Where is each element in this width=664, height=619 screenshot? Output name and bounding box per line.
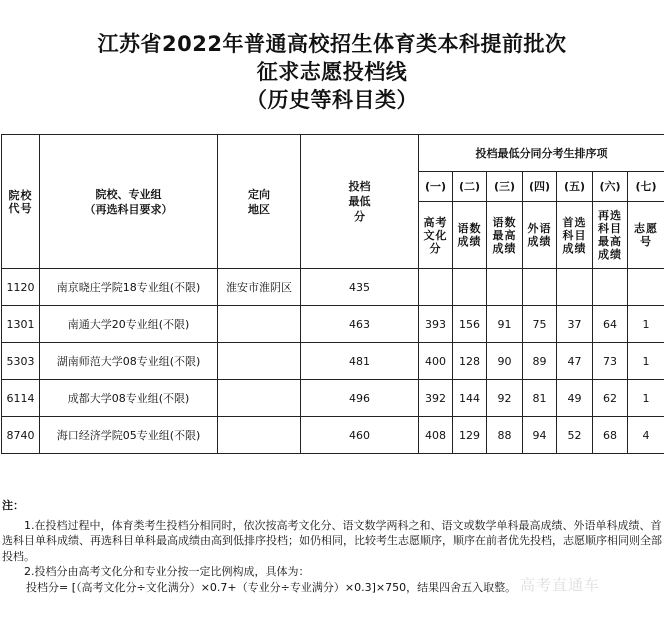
cell-rank-c5 — [557, 269, 593, 306]
header-code: 院校代号 — [2, 135, 40, 269]
cell-rank-c4: 75 — [523, 306, 557, 343]
subheader-num: (五) — [557, 172, 593, 202]
header-school-group: 院校、专业组 （再选科目要求） — [40, 135, 218, 269]
cell-school-group: 海口经济学院05专业组(不限) — [40, 417, 218, 454]
cell-rank-c7: 1 — [628, 306, 664, 343]
cell-rank-c4: 89 — [523, 343, 557, 380]
table-row — [2, 306, 664, 343]
cell-min-score: 496 — [301, 380, 419, 417]
cell-rank-c4 — [523, 269, 557, 306]
subheader-label: 再选科目最高成绩 — [593, 202, 628, 269]
cell-rank-c1 — [419, 269, 453, 306]
cell-rank-c5: 49 — [557, 380, 593, 417]
admission-table — [1, 134, 664, 454]
subheader-label: 外语成绩 — [523, 202, 557, 269]
cell-code: 1301 — [2, 306, 40, 343]
cell-rank-c6: 73 — [593, 343, 628, 380]
cell-rank-c4: 81 — [523, 380, 557, 417]
cell-school-group: 湖南师范大学08专业组(不限) — [40, 343, 218, 380]
cell-rank-c2: 128 — [453, 343, 487, 380]
table-row — [2, 343, 664, 380]
cell-rank-c6: 62 — [593, 380, 628, 417]
subheader-num: (七) — [628, 172, 664, 202]
cell-region — [218, 417, 301, 454]
title-line-3: （历史等科目类） — [246, 88, 418, 112]
cell-rank-c5: 37 — [557, 306, 593, 343]
cell-rank-c1: 392 — [419, 380, 453, 417]
cell-rank-c5: 52 — [557, 417, 593, 454]
cell-school-group: 南通大学20专业组(不限) — [40, 306, 218, 343]
subheader-num: (二) — [453, 172, 487, 202]
subheader-num: (四) — [523, 172, 557, 202]
cell-rank-c2 — [453, 269, 487, 306]
cell-region — [218, 343, 301, 380]
cell-rank-c3: 90 — [487, 343, 523, 380]
cell-school-group: 成都大学08专业组(不限) — [40, 380, 218, 417]
cell-min-score: 463 — [301, 306, 419, 343]
subheader-label: 首选科目成绩 — [557, 202, 593, 269]
subheader-label: 语数最高成绩 — [487, 202, 523, 269]
subheader-label: 高考文化分 — [419, 202, 453, 269]
note-3: 投档分= [（高考文化分÷文化满分）×0.7+（专业分÷专业满分）×0.3]×750，结果四舍五入取整。 — [26, 580, 517, 594]
note-2: 2.投档分由高考文化分和专业分按一定比例构成，具体为： — [24, 565, 310, 578]
cell-rank-c3 — [487, 269, 523, 306]
cell-code: 1120 — [2, 269, 40, 306]
cell-rank-c7: 1 — [628, 380, 664, 417]
cell-rank-c7: 4 — [628, 417, 664, 454]
subheader-label: 语数成绩 — [453, 202, 487, 269]
cell-rank-c2: 156 — [453, 306, 487, 343]
cell-rank-c1: 400 — [419, 343, 453, 380]
subheader-num: (三) — [487, 172, 523, 202]
cell-min-score: 460 — [301, 417, 419, 454]
header-rank-items: 投档最低分同分考生排序项 — [419, 135, 664, 172]
cell-rank-c2: 129 — [453, 417, 487, 454]
cell-rank-c2: 144 — [453, 380, 487, 417]
cell-code: 8740 — [2, 417, 40, 454]
cell-rank-c3: 92 — [487, 380, 523, 417]
title-line-2: 征求志愿投档线 — [256, 60, 408, 84]
cell-min-score: 435 — [301, 269, 419, 306]
cell-rank-c7: 1 — [628, 343, 664, 380]
cell-code: 5303 — [2, 343, 40, 380]
subheader-label: 志愿号 — [628, 202, 664, 269]
cell-region: 淮安市淮阴区 — [218, 269, 301, 306]
notes-head: 注： — [2, 499, 24, 512]
cell-min-score: 481 — [301, 343, 419, 380]
table-row — [2, 417, 664, 454]
cell-region — [218, 306, 301, 343]
cell-rank-c5: 47 — [557, 343, 593, 380]
cell-rank-c1: 408 — [419, 417, 453, 454]
subheader-num: (一) — [419, 172, 453, 202]
cell-rank-c3: 88 — [487, 417, 523, 454]
cell-school-group: 南京晓庄学院18专业组(不限) — [40, 269, 218, 306]
cell-rank-c1: 393 — [419, 306, 453, 343]
subheader-num: (六) — [593, 172, 628, 202]
table-row — [2, 269, 664, 306]
cell-code: 6114 — [2, 380, 40, 417]
title-line-1: 江苏省2022年普通高校招生体育类本科提前批次 — [97, 32, 567, 56]
cell-region — [218, 380, 301, 417]
cell-rank-c6: 68 — [593, 417, 628, 454]
cell-rank-c3: 91 — [487, 306, 523, 343]
note-1: 1.在投档过程中，体育类考生投档分相同时，依次按高考文化分、语文数学两科之和、语文或数学单科最高成绩、外语单科成绩、首选科目单科成绩、再选科目单科最高成绩由高到低排序投档；如仍相同，比较考生志愿顺序，顺序在前者优先投档，志愿顺序相同则全部投档。 — [2, 518, 662, 563]
cell-rank-c4: 94 — [523, 417, 557, 454]
cell-rank-c6: 64 — [593, 306, 628, 343]
header-region: 定向地区 — [218, 135, 301, 269]
cell-rank-c7 — [628, 269, 664, 306]
cell-rank-c6 — [593, 269, 628, 306]
header-min-score: 投档最低分 — [301, 135, 419, 269]
watermark: 高考直通车 — [520, 576, 601, 594]
table-row — [2, 380, 664, 417]
